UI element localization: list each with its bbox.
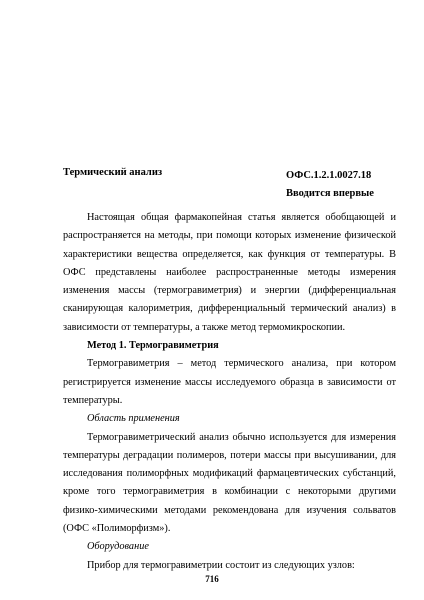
document-body bbox=[63, 209, 396, 575]
scope-paragraph: Термогравиметрический анализ обычно используется для измерения температуры деградации полимеров, потери массы при высушивании, для исследования полиморфных модификаций фармацевтических субстанций, кроме того термогравиметрия в комбинации с некоторыми другими физико-химическими методами рекомендована для изучения сольватов (ОФС «Полиморфизм»). bbox=[63, 431, 396, 535]
method-1-heading: Метод 1. Термогравиметрия bbox=[87, 340, 219, 352]
method-1-definition: Термогравиметрия – метод термического анализа, при котором регистрируется изменение массы исследуемого образца в зависимости от температуры. bbox=[63, 358, 396, 406]
document-header-right bbox=[286, 167, 374, 203]
intro-paragraph: Настоящая общая фармакопейная статья является обобщающей и распространяется на методы, при помощи которых изменение физической характеристики вещества определяется, как функция от температуры. В ОФС представлены наиболее распространенные методы измерения изменения массы (термогравиметрия) и энергии (дифференциальная сканирующая калориметрия, дифференциальный термический анализ) в зависимости от температуры, а также метод термомикроскопии. bbox=[63, 212, 396, 333]
page-number: 716 bbox=[205, 574, 219, 584]
document-code: ОФС.1.2.1.0027.18 bbox=[286, 170, 372, 181]
document-title: Термический анализ bbox=[63, 167, 163, 178]
scope-heading: Область применения bbox=[87, 413, 180, 425]
equipment-heading: Оборудование bbox=[87, 541, 149, 553]
document-status-note: Вводится впервые bbox=[286, 188, 374, 199]
equipment-paragraph: Прибор для термогравиметрии состоит из следующих узлов: bbox=[87, 559, 355, 571]
